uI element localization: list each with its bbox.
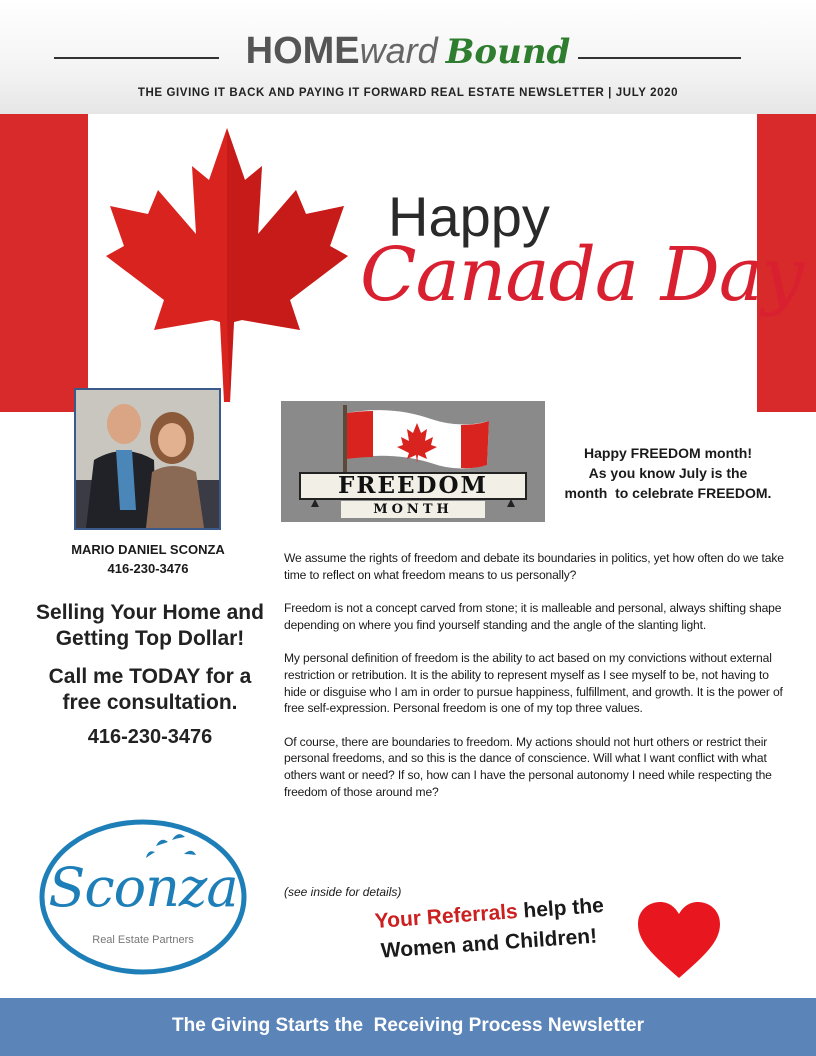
referral-red-text: Your Referrals bbox=[374, 900, 519, 933]
article-paragraph-4: Of course, there are boundaries to freedom. My actions should not hurt others or restrict their personal freedoms, and so this is the dance of conscience. Will what I want conflict with what others want or need? If so, how can I have the personal autonomy I need while respecting the freedom of those around me? bbox=[284, 734, 772, 799]
freedom-article bbox=[284, 550, 784, 817]
referral-black-text: help the bbox=[516, 893, 605, 923]
agent-name: MARIO DANIEL SCONZA bbox=[71, 542, 225, 557]
sconza-logo bbox=[38, 818, 248, 976]
happy-heading: Happy bbox=[388, 185, 550, 248]
freedom-message-line2: As you know July is the bbox=[588, 465, 748, 481]
newsletter-brand bbox=[0, 30, 816, 73]
footer-text: The Giving Starts the Receiving Process Newsletter bbox=[172, 1015, 644, 1036]
masthead bbox=[0, 0, 816, 114]
flag-band-left bbox=[0, 114, 88, 412]
referral-callout bbox=[374, 892, 637, 964]
pitch-call: Call me TODAY for a free consultation. bbox=[48, 665, 252, 714]
logo-subtitle: Real Estate Partners bbox=[92, 934, 194, 946]
freedom-month-image bbox=[281, 401, 545, 522]
pitch-selling: Selling Your Home and Getting Top Dollar! bbox=[36, 601, 264, 650]
freedom-word: FREEDOM bbox=[299, 472, 527, 500]
article-paragraph-1: We assume the rights of freedom and debate its boundaries in politics, yet how often do we take time to reflect on what freedom means to us personally? bbox=[284, 551, 784, 582]
footer-bar bbox=[0, 998, 816, 1056]
month-word: MONTH bbox=[341, 501, 485, 518]
see-inside-note: (see inside for details) bbox=[284, 885, 402, 899]
canada-day-heading: Canada Day bbox=[360, 232, 803, 318]
brand-ward: ward bbox=[359, 30, 438, 71]
article-paragraph-2: Freedom is not a concept carved from stone; it is malleable and personal, always shifting shape depending on where you find yourself standing and the angle of the slanting light. bbox=[284, 601, 782, 632]
brand-home: HOME bbox=[245, 30, 360, 72]
agent-photo bbox=[74, 388, 221, 530]
article-paragraph-3: My personal definition of freedom is the ability to act based on my convictions without external restriction or retribution. It is the ability to represent myself as I see myself to be, not having to hide or disguise who I am in order to pursue happiness, fulfillment, and growth. It is the power of free self-expression. Personal freedom is one of my top three values. bbox=[284, 651, 783, 716]
freedom-message-line3: month to celebrate FREEDOM. bbox=[564, 485, 772, 501]
heart-icon bbox=[636, 900, 722, 980]
freedom-message bbox=[548, 443, 788, 503]
brand-bound: Bound bbox=[445, 32, 571, 72]
canada-day-banner bbox=[0, 114, 816, 412]
pitch-phone: 416-230-3476 bbox=[87, 726, 213, 748]
agent-phone: 416-230-3476 bbox=[107, 561, 189, 576]
logo-word: Sconza bbox=[48, 856, 238, 919]
maple-leaf-icon bbox=[102, 122, 352, 412]
newsletter-subtitle: THE GIVING IT BACK AND PAYING IT FORWARD REAL ESTATE NEWSLETTER | JULY 2020 bbox=[137, 87, 679, 99]
referral-line2: Women and Children! bbox=[380, 924, 598, 963]
freedom-message-line1: Happy FREEDOM month! bbox=[584, 445, 752, 461]
agent-pitch bbox=[32, 600, 268, 749]
